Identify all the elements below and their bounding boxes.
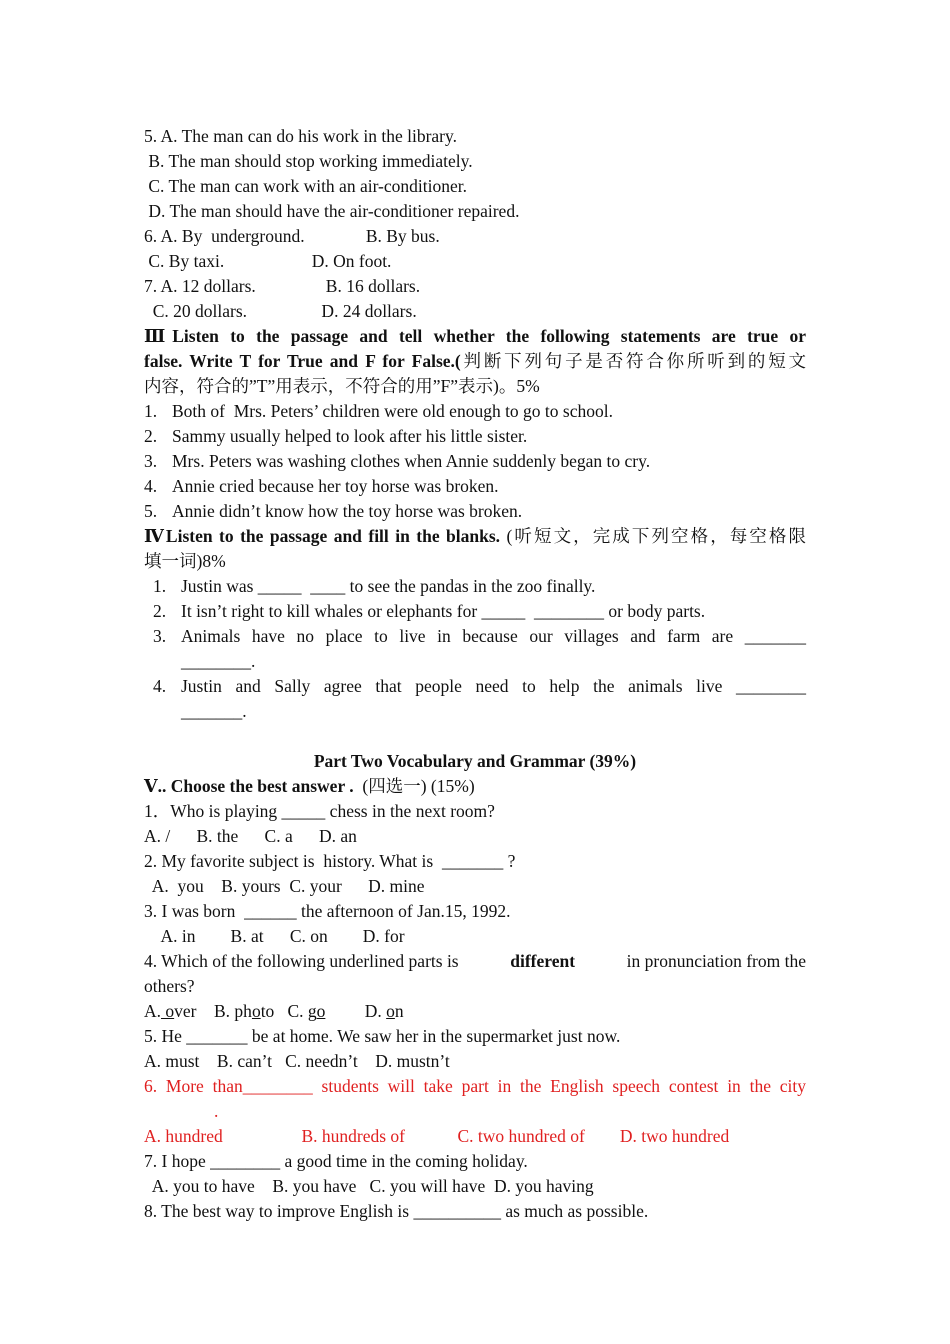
- section4-heading-bold: ⅣListen to the passage and fill in the blanks.: [144, 526, 501, 546]
- v-q4-stem-line2: others?: [144, 976, 195, 996]
- section3-heading-bold: false. Write T for True and F for False.(: [144, 351, 461, 371]
- section4-item-continuation: _______.: [181, 701, 247, 721]
- section3-heading-line2: [144, 349, 806, 374]
- v-q6-stem: 6. More than________ students will take part in the English speech contest in the city: [144, 1076, 806, 1096]
- v-q6-options: A. hundred B. hundreds of C. two hundred of D. two hundred: [144, 1126, 730, 1146]
- section3-heading-chinese: 判断下列句子是否符合你所听到的短文: [460, 351, 807, 371]
- section3-item: 4. Annie cried because her toy horse was broken.: [144, 476, 499, 496]
- v-q2-options: A. you B. yours C. your D. mine: [144, 876, 425, 896]
- v-q1-stem: 1．Who is playing _____ chess in the next room?: [144, 801, 495, 821]
- section3-heading-line1: ⅢListen to the passage and tell whether the following statements are true or: [144, 326, 806, 346]
- q7-options-ab: 7. A. 12 dollars. B. 16 dollars.: [144, 276, 421, 296]
- section3-item: 3. Mrs. Peters was washing clothes when Annie suddenly began to cry.: [144, 451, 651, 471]
- section3-item: 1. Both of Mrs. Peters’ children were old enough to go to school.: [144, 401, 613, 421]
- v-q5-options: A. must B. can’t C. needn’t D. mustn’t: [144, 1051, 450, 1071]
- q6-options-cd: C. By taxi. D. On foot.: [144, 251, 392, 271]
- section4-item: 1. Justin was _____ ____ to see the pandas in the zoo finally.: [153, 576, 596, 596]
- q5-option-a: 5. A. The man can do his work in the library.: [144, 126, 457, 146]
- section4-item: 3. Animals have no place to live in because our villages and farm are _______: [153, 626, 806, 646]
- v-q7-stem: 7. I hope ________ a good time in the coming holiday.: [144, 1151, 528, 1171]
- exam-page: [144, 124, 806, 1224]
- section3-heading-line3: 内容，符合的”T”用表示，不符合的用”F”表示)。5%: [144, 376, 540, 396]
- blank-line: [144, 724, 806, 749]
- v-q7-options: A. you to have B. you have C. you will have D. you having: [144, 1176, 594, 1196]
- section5-heading-bold: Ⅴ.. Choose the best answer .: [144, 776, 354, 796]
- v-q3-stem: 3. I was born ______ the afternoon of Jan.15, 1992.: [144, 901, 511, 921]
- v-q1-options: A. / B. the C. a D. an: [144, 826, 357, 846]
- q5-option-d: D. The man should have the air-conditioner repaired.: [144, 201, 520, 221]
- v-q8-stem: 8. The best way to improve English is __________ as much as possible.: [144, 1201, 649, 1221]
- part-two-title: Part Two Vocabulary and Grammar (39%): [313, 751, 637, 771]
- q6-options-ab: 6. A. By underground. B. By bus.: [144, 226, 440, 246]
- section4-heading-line2: 填一词)8%: [144, 551, 226, 571]
- v-q4-stem: 4. Which of the following underlined parts is different in pronunciation from the: [144, 951, 806, 971]
- section3-item: 2. Sammy usually helped to look after his little sister.: [144, 426, 528, 446]
- section4-item: 2. It isn’t right to kill whales or elephants for _____ ________ or body parts.: [153, 601, 706, 621]
- q7-options-cd: C. 20 dollars. D. 24 dollars.: [144, 301, 417, 321]
- section5-heading-rest: (四选一) (15%): [353, 776, 475, 796]
- section4-heading-chinese: (听短文，完成下列空格，每空格限: [500, 526, 807, 546]
- q5-option-c: C. The man can work with an air-conditioner.: [144, 176, 467, 196]
- section5-heading: [144, 774, 806, 799]
- section3-item: 5. Annie didn’t know how the toy horse was broken.: [144, 501, 523, 521]
- section4-item: 4. Justin and Sally agree that people need to help the animals live ________: [153, 676, 806, 696]
- q5-option-b: B. The man should stop working immediately.: [144, 151, 473, 171]
- v-q3-options: A. in B. at C. on D. for: [144, 926, 405, 946]
- v-q5-stem: 5. He _______ be at home. We saw her in the supermarket just now.: [144, 1026, 621, 1046]
- v-q2-stem: 2. My favorite subject is history. What is _______ ?: [144, 851, 516, 871]
- section4-item-continuation: ________.: [181, 651, 256, 671]
- section4-heading-line1: [144, 524, 806, 549]
- v-q4-options: A. over B. photo C. go D. on: [144, 1001, 404, 1021]
- v-q6-stem-line2: .: [144, 1101, 219, 1121]
